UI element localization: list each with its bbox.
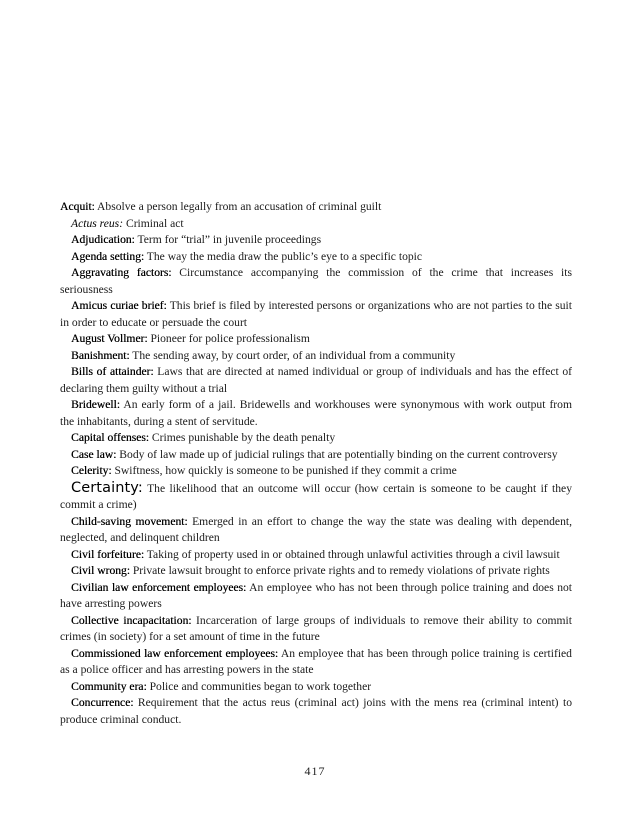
definition: Laws that are directed at named individual or group of individuals and has the effect of declaring them guilty without a trial [60,365,572,395]
glossary-list [60,199,572,728]
definition: Criminal act [123,216,184,230]
term: Civil wrong: [71,564,130,577]
term: Actus reus: [71,216,124,230]
term: Adjudication: [71,233,135,246]
definition: Body of law made up of judicial rulings that are potentially binding on the current controversy [116,447,558,461]
glossary-entry-bridewell [60,397,572,430]
glossary-entry-commissioned-law-enforcement-employees [60,646,572,679]
definition: Taking of property used in or obtained through unlawful activities through a civil lawsuit [144,547,560,561]
term: Capital offenses: [71,431,150,444]
definition: Swiftness, how quickly is someone to be punished if they commit a crime [111,464,457,477]
definition: The way the media draw the public’s eye to a specific topic [144,249,423,263]
glossary-entry-certainty [60,480,572,514]
glossary-entry-collective-incapacitation [60,613,572,646]
glossary-entry-acquit [60,199,572,216]
term: Agenda setting: [71,249,145,263]
definition: An early form of a jail. Bridewells and workhouses were synonymous with work output from the inhabitants, during a stent of servitude. [60,398,572,428]
glossary-entry-civil-forfeiture [60,547,572,564]
glossary-entry-august-vollmer [60,331,572,348]
definition: Emerged in an effort to change the way the state was dealing with dependent, neglected, and delinquent children [60,514,572,544]
term: Collective incapacitation: [71,613,192,627]
definition: Requirement that the actus reus (criminal act) joins with the mens rea (criminal intent) to produce criminal conduct. [60,696,572,726]
term: Civil forfeiture: [71,547,145,561]
definition: Incarceration of large groups of individuals to remove their ability to commit crimes (in society) for a set amount of time in the future [60,613,572,643]
glossary-entry-child-saving-movement [60,514,572,547]
glossary-entry-civilian-law-enforcement-employees [60,580,572,613]
glossary-entry-amicus-curiae-brief [60,298,572,331]
definition: This brief is filed by interested persons or organizations who are not parties to the suit in order to educate or persuade the court [60,299,572,329]
page-number: 417 [304,764,326,778]
term: Child-saving movement: [71,514,188,528]
glossary-entry-aggravating-factors [60,265,572,298]
term: Celerity: [71,464,112,477]
term: Acquit: [60,200,95,213]
term: Bridewell: [71,398,120,411]
term: Concurrence: [71,696,134,709]
definition: An employee who has not been through police training and does not have arresting powers [60,580,573,610]
term: Banishment: [71,348,130,362]
term: Case law: [71,447,117,461]
term: Amicus curiae brief: [71,299,167,312]
glossary-entry-adjudication [60,232,572,249]
definition: The sending away, by court order, of an individual from a community [129,348,456,362]
definition: Pioneer for police professionalism [147,332,310,345]
glossary-entry-concurrence [60,695,572,728]
term: Commissioned law enforcement employees: [71,646,279,660]
glossary-entry-celerity [60,463,572,480]
glossary-entry-bills-of-attainder [60,364,572,397]
definition: Police and communities began to work together [146,679,372,693]
definition: Private lawsuit brought to enforce private rights and to remedy violations of private rights [129,564,550,577]
definition: Crimes punishable by the death penalty [149,431,336,444]
definition: An employee that has been through police training is certified as a police officer and has arresting powers in the state [60,646,572,676]
definition: Absolve a person legally from an accusation of criminal guilt [94,200,382,213]
term: Aggravating factors: [71,266,172,279]
glossary-entry-community-era [60,679,572,696]
term: Community era: [71,679,147,693]
term: Certainty: [71,479,143,496]
glossary-entry-civil-wrong [60,563,572,580]
definition: The likelihood that an outcome will occur (how certain is someone to be caught if they commit a crime) [60,481,572,511]
definition: Term for “trial” in juvenile proceedings [134,233,322,246]
glossary-entry-case-law [60,447,572,464]
definition: Circumstance accompanying the commission of the crime that increases its seriousness [60,266,572,296]
term: Civilian law enforcement employees: [71,580,247,594]
term: Bills of attainder: [71,365,154,378]
glossary-entry-agenda-setting [60,249,572,266]
glossary-entry-capital-offenses [60,430,572,447]
term: August Vollmer: [71,332,148,345]
glossary-entry-banishment [60,348,572,365]
glossary-entry-actus-reus [60,216,572,233]
